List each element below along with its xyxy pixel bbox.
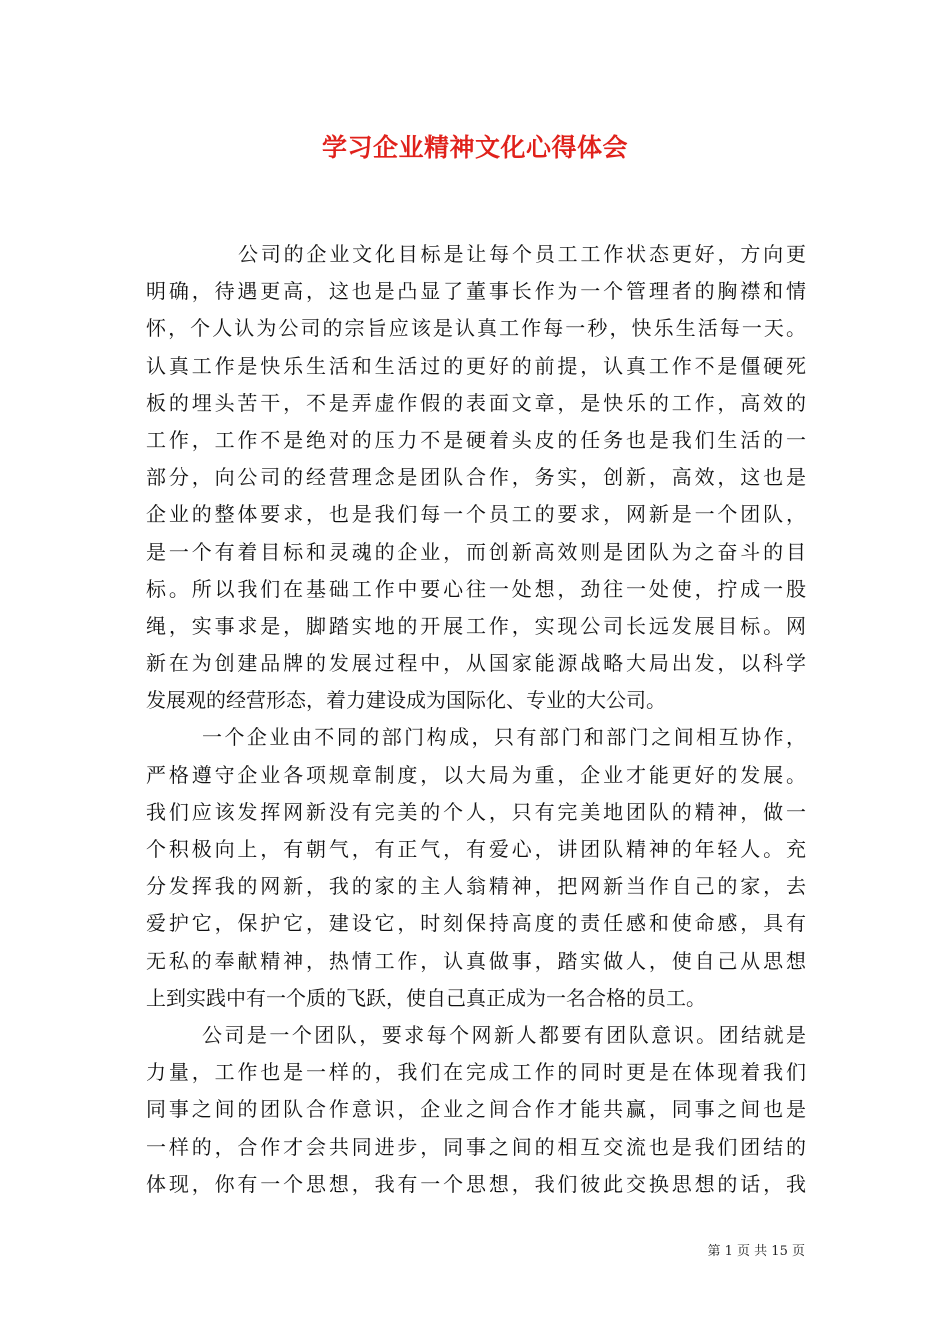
text-line: 爱护它，保护它，建设它，时刻保持高度的责任感和使命感，具有 bbox=[146, 911, 806, 936]
text-line: 部分，向公司的经营理念是团队合作，务实，创新，高效，这也是 bbox=[146, 465, 806, 490]
footer-total-pages: 15 bbox=[767, 1244, 792, 1259]
text-line: 明确，待遇更高，这也是凸显了董事长作为一个管理者的胸襟和情 bbox=[146, 279, 806, 304]
paragraph-1 bbox=[146, 236, 806, 719]
text-line: 分发挥我的网新，我的家的主人翁精神，把网新当作自己的家，去 bbox=[146, 874, 806, 899]
document-body bbox=[146, 236, 806, 1203]
text-line: 同事之间的团队合作意识，企业之间合作才能共赢，同事之间也是 bbox=[146, 1097, 806, 1122]
paragraph-2 bbox=[146, 719, 806, 1017]
text-line: 板的埋头苦干，不是弄虚作假的表面文章，是快乐的工作，高效的 bbox=[146, 390, 806, 415]
text-line: 新在为创建品牌的发展过程中，从国家能源战略大局出发，以科学 bbox=[146, 651, 806, 676]
text-line: 绳，实事求是，脚踏实地的开展工作，实现公司长远发展目标。网 bbox=[146, 613, 806, 638]
text-line: 公司的企业文化目标是让每个员工工作状态更好，方向更 bbox=[238, 242, 806, 266]
footer-middle: 页 共 bbox=[737, 1244, 768, 1259]
text-line: 是一个有着目标和灵魂的企业，而创新高效则是团队为之奋斗的目 bbox=[146, 539, 806, 564]
text-line: 发展观的经营形态，着力建设成为国际化、专业的大公司。 bbox=[146, 688, 666, 713]
text-line: 工作，工作不是绝对的压力不是硬着头皮的任务也是我们生活的一 bbox=[146, 427, 806, 452]
paragraph-3 bbox=[146, 1017, 806, 1203]
text-line: 无私的奉献精神，热情工作，认真做事，踏实做人，使自己从思想 bbox=[146, 948, 806, 973]
text-line: 标。所以我们在基础工作中要心往一处想，劲往一处使，拧成一股 bbox=[146, 576, 806, 601]
text-line: 体现，你有一个思想，我有一个思想，我们彼此交换思想的话，我 bbox=[146, 1171, 806, 1196]
page-title: 学习企业精神文化心得体会 bbox=[321, 133, 628, 162]
text-line: 怀，个人认为公司的宗旨应该是认真工作每一秒，快乐生活每一天。 bbox=[146, 316, 806, 341]
text-line: 企业的整体要求，也是我们每一个员工的要求，网新是一个团队， bbox=[146, 502, 806, 527]
footer-suffix: 页 bbox=[791, 1244, 805, 1259]
text-line: 个积极向上，有朝气，有正气，有爱心，讲团队精神的年轻人。充 bbox=[146, 837, 806, 861]
text-line: 严格遵守企业各项规章制度，以大局为重，企业才能更好的发展。 bbox=[146, 762, 806, 787]
text-line: 一个企业由不同的部门构成，只有部门和部门之间相互协作， bbox=[202, 725, 806, 750]
footer-prefix: 第 bbox=[707, 1244, 721, 1259]
text-line: 我们应该发挥网新没有完美的个人，只有完美地团队的精神，做一 bbox=[146, 799, 806, 824]
text-line: 公司是一个团队，要求每个网新人都要有团队意识。团结就是 bbox=[202, 1022, 806, 1047]
page-number-footer bbox=[707, 1244, 805, 1260]
footer-page-number: 1 bbox=[720, 1244, 738, 1259]
text-line: 力量，工作也是一样的，我们在完成工作的同时更是在体现着我们 bbox=[146, 1060, 806, 1085]
text-line: 认真工作是快乐生活和生活过的更好的前提，认真工作不是僵硬死 bbox=[146, 353, 806, 378]
text-line: 上到实践中有一个质的飞跃，使自己真正成为一名合格的员工。 bbox=[146, 985, 706, 1010]
text-line: 一样的，合作才会共同进步，同事之间的相互交流也是我们团结的 bbox=[146, 1134, 806, 1159]
